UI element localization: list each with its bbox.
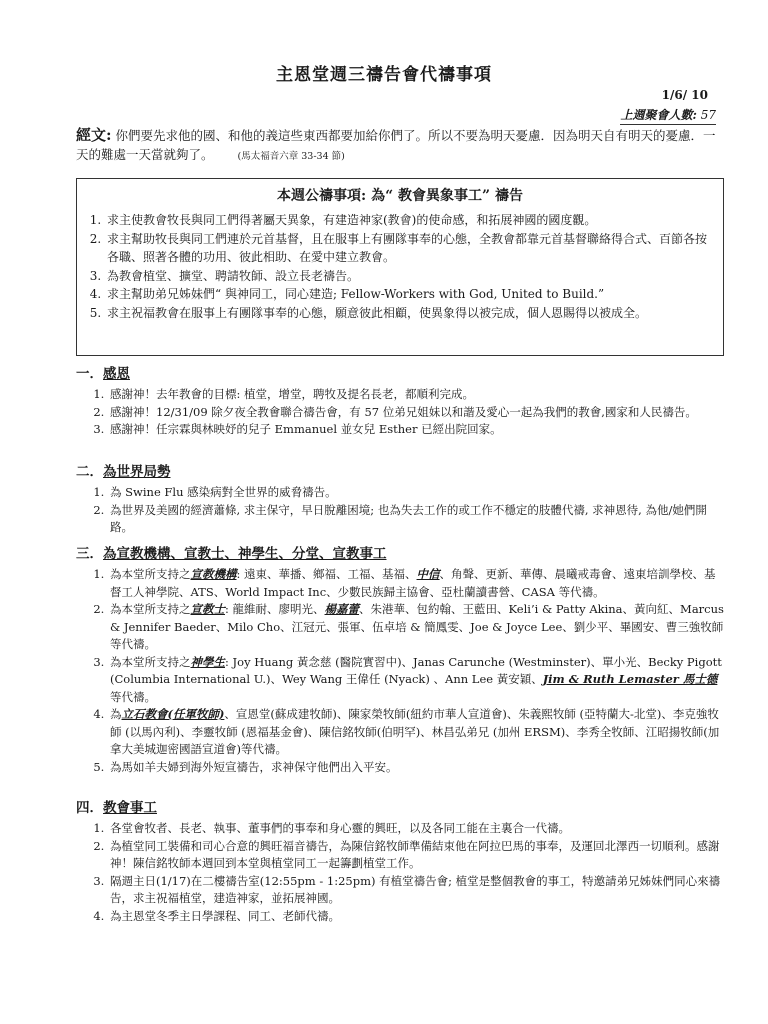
section-list: [76, 566, 724, 776]
scripture-label: 經文:: [76, 126, 112, 144]
list-item: 3. 隔週主日(1/17)在二樓禱告室(12:55pm - 1:25pm) 有植堂禱告會; 植堂是整個教會的事工，特邀請弟兄姊妹們同心來禱告，求主祝福植堂，建造神家，並拓展神國。: [108, 873, 724, 908]
list-item: 5. 為馬如羊夫婦到海外短宣禱告，求神保守他們出入平安。: [108, 759, 724, 777]
section-heading: 四．教會事工: [76, 800, 157, 816]
scripture-text: 你們要先求他的國、和他的義這些東西都要加給你們了。所以不要為明天憂慮．因為明天自有明天的憂慮．一天的難處一天當就夠了。: [76, 128, 716, 162]
list-item: 1. 為 Swine Flu 感染病對全世界的威脅禱告。: [108, 484, 724, 502]
weekly-prayer-title: 本週公禱事項: 為“ 教會異象事工” 禱告: [277, 188, 523, 204]
section-thanksgiving: [76, 364, 724, 439]
list-item: 5. 求主祝福教會在服事上有團隊事奉的心態，願意彼此相顧，使異象得以被完成，個人恩賜得以被成全。: [105, 304, 713, 323]
attendance-label: 上週聚會人數:: [620, 108, 697, 122]
list-item: 4. 為主恩堂冬季主日學課程、同工、老師代禱。: [108, 908, 724, 926]
scripture: [76, 126, 716, 166]
list-item: 2. 求主幫助牧長與同工們連於元首基督，且在服事上有團隊事奉的心態，全教會都靠元首基督聯絡得合式、百節各按各職、照著各體的功用、彼此相助、在愛中建立教會。: [105, 230, 713, 267]
list-item: 1. 感謝神！去年教會的目標: 植堂，增堂，聘牧及提名長老，都順利完成。: [108, 386, 724, 404]
scripture-reference: (馬太福音六章 33-34 節): [237, 151, 345, 162]
list-item: 2. 感謝神！12/31/09 除夕夜全教會聯合禱告會，有 57 位弟兄姐妹以和諧及愛心一起為我們的教會,國家和人民禱告。: [108, 404, 724, 422]
section-heading: 三．為宣教機構、宣教士、神學生、分堂、宣教事工: [76, 546, 387, 562]
list-item: 2. 為本堂所支持之宣教士: 龍維耐、廖明光、楊嘉蕾、朱港華、包約翰、王藍田、Keli’i & Patty Akina、黃向紅、Marcus & Jennifer Baeder、Milo Cho、江冠元、張軍、伍卓培 & 簡鳳雯、Joe & Joyce Lee、劉少平、畢國安、曹三強牧師等代禱。: [108, 601, 724, 654]
date: 1/6/ 10: [661, 88, 708, 102]
list-item: 1. 各堂會牧者、長老、執事、董事們的事奉和身心靈的興旺，以及各同工能在主裏合一代禱。: [108, 820, 724, 838]
page-title: 主恩堂週三禱告會代禱事項: [276, 65, 492, 85]
section-list: [76, 820, 724, 925]
list-item: 2. 為世界及美國的經濟蕭條, 求主保守，早日脫離困境; 也為失去工作的或工作不穩定的肢體代禱, 求神恩待, 為他/她們開路。: [108, 502, 724, 537]
list-item: 3. 感謝神！任宗霖與林映妤的兒子 Emmanuel 並女兒 Esther 已經出院回家。: [108, 421, 724, 439]
list-item: 1. 為本堂所支持之宣教機構: 遠東、華播、鄉福、工福、基福、中信、角聲、更新、華傳、晨曦戒毒會、遠東培訓學校、基督工人神學院、ATS、World Impact Inc、少數民族歸主協會、亞杜蘭讀書營、CASA 等代禱。: [108, 566, 724, 601]
section-heading: 一．感恩: [76, 366, 130, 382]
list-item: 4. 為立石教會(任軍牧師)、宣恩堂(蘇成建牧師)、陳家榮牧師(紐約市華人宣道會)、朱義熙牧師 (亞特蘭大-北堂)、李克強牧師 (以馬內利)、李靈牧師 (恩福基金會)、陳信銘牧師(伯明罕)、林昌弘弟兄 (加州 ERSM)、李秀全牧師、江昭揚牧師(加拿大美城迦密國語宣道會)等代禱。: [108, 706, 724, 759]
section-world: [76, 462, 724, 537]
list-item: 3. 為本堂所支持之神學生: Joy Huang 黃念慈 (醫院實習中)、Janas Carunche (Westminster)、單小光、Becky Pigott (Columbia International U.)、Wey Wang 王偉任 (Nyack) 、Ann Lee 黃安穎、Jim & Ruth Lemaster 馬士德等代禱。: [108, 654, 724, 707]
list-item: 3. 為教會植堂、擴堂、聘請牧師、設立長老禱告。: [105, 267, 713, 286]
weekly-prayer-box: [76, 178, 724, 356]
section-heading: 二．為世界局勢: [76, 464, 171, 480]
list-item: 2. 為植堂同工裝備和司心合意的興旺福音禱告，為陳信銘牧師準備結束他在阿拉巴馬的事奉，及運回北澤西一切順利。感謝神！陳信銘牧師本週回到本堂與植堂同工一起籌劃植堂工作。: [108, 838, 724, 873]
section-list: [76, 386, 724, 439]
list-item: 4. 求主幫助弟兄姊妹們“ 與神同工，同心建造; Fellow-Workers with God, United to Build.”: [105, 285, 713, 304]
attendance-value: 57: [700, 108, 716, 122]
weekly-prayer-list: [87, 211, 713, 322]
attendance: [620, 106, 716, 125]
section-church-ministry: [76, 798, 724, 925]
list-item: 1. 求主使教會牧長與同工們得著屬天異象，有建造神家(教會)的使命感，和拓展神國的國度觀。: [105, 211, 713, 230]
section-list: [76, 484, 724, 537]
section-missions: [76, 544, 724, 776]
